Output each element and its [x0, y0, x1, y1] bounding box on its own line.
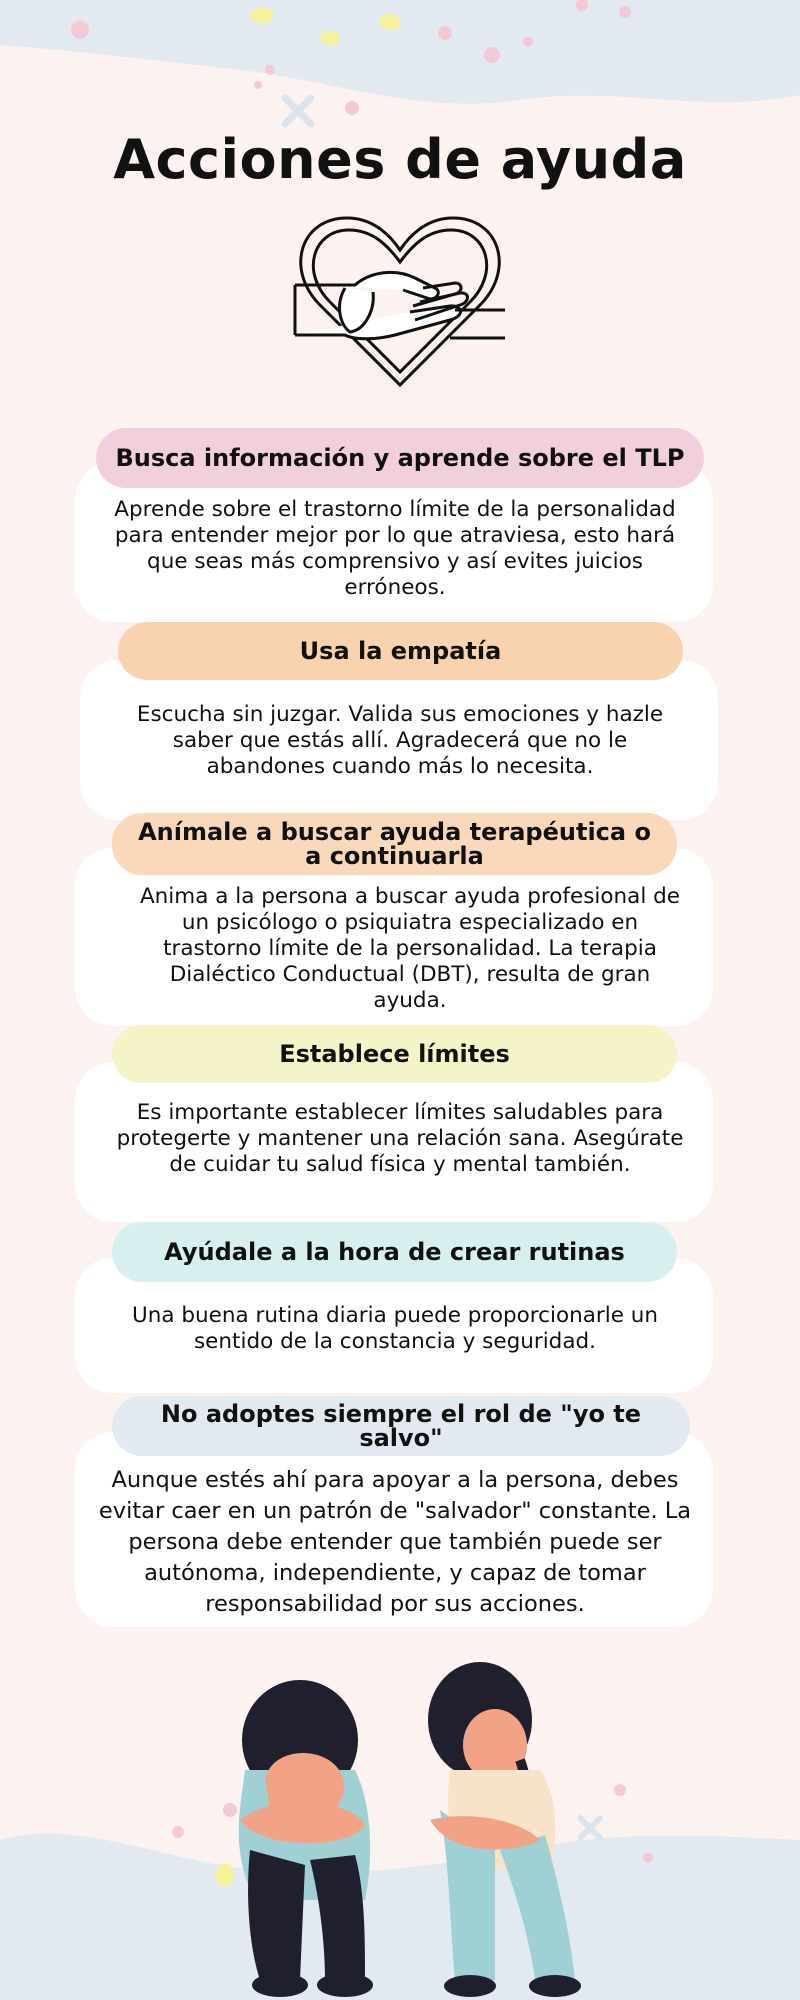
section-text: Es importante establecer límites saludables para protegerte y mantener una relación sana. Asegúrate de cuidar tu salud física y mental también. — [116, 1100, 684, 1177]
page-title: Acciones de ayuda — [113, 128, 687, 191]
section-text: Escucha sin juzgar. Valida sus emociones y hazle saber que estás allí. Agradecerá que no le abandones cuando más lo necesita. — [136, 702, 664, 779]
section-heading — [96, 428, 704, 488]
heart-handshake-icon — [285, 210, 515, 400]
section-heading — [112, 1396, 690, 1456]
section-text: Anima a la persona a buscar ayuda profesional de un psicólogo o psiquiatra especializado en trastorno límite de la personalidad. La terapia Dialéctico Conductual (DBT), resulta de gran ayuda. — [139, 884, 681, 1013]
section-heading-text: Anímale a buscar ayuda terapéutica o a continuarla — [138, 818, 651, 870]
two-people-sitting-illustration — [150, 1650, 650, 2000]
section-text: Aunque estés ahí para apoyar a la persona, debes evitar caer en un patrón de "salvador" constante. La persona debe entender que también puede ser autónoma, independiente, y capaz de tomar responsabilidad por sus acciones. — [98, 1467, 692, 1617]
section-text: Aprende sobre el trastorno límite de la personalidad para entender mejor por lo que atraviesa, esto hará que seas más comprensivo y así evites juicios erróneos. — [114, 497, 676, 600]
section-heading — [112, 813, 677, 875]
section-heading-text: Usa la empatía — [299, 637, 502, 665]
section-heading-text: Busca información y aprende sobre el TLP — [115, 444, 685, 472]
section-heading-text: Establece límites — [279, 1040, 510, 1068]
section-heading — [118, 622, 683, 680]
section-heading-text: Ayúdale a la hora de crear rutinas — [164, 1238, 625, 1266]
section-heading — [112, 1222, 677, 1282]
section-heading-text: No adoptes siempre el rol de "yo te salvo" — [160, 1400, 642, 1452]
section-text: Una buena rutina diaria puede proporcionarle un sentido de la constancia y seguridad. — [131, 1303, 659, 1354]
section-heading — [112, 1025, 677, 1083]
top-wave-decoration — [0, 0, 800, 130]
